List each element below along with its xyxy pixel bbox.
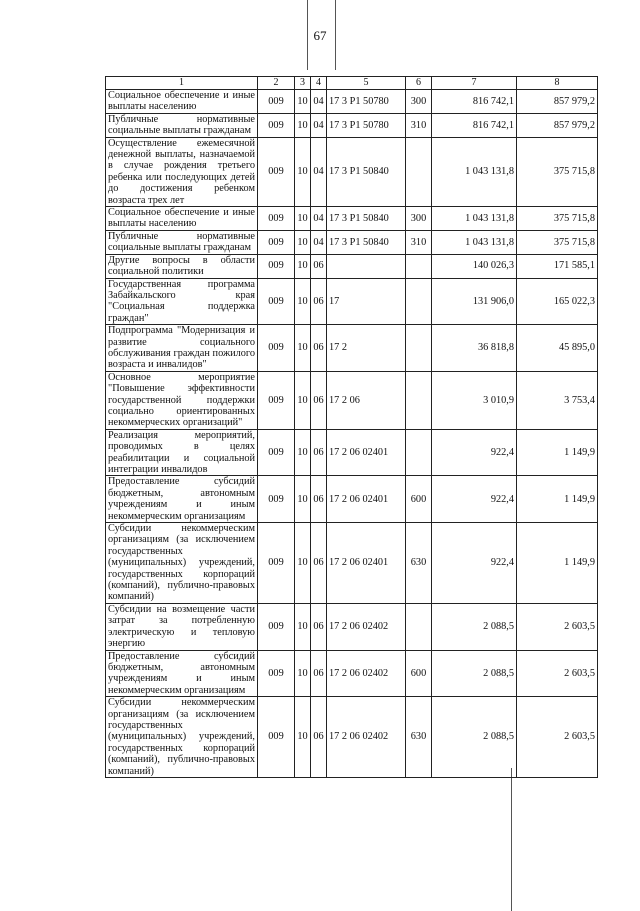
amount-cell: 1 043 131,8	[432, 137, 517, 206]
amount-cell: 36 818,8	[432, 325, 517, 372]
amount-cell: 171 585,1	[517, 254, 598, 278]
target-article-cell: 17 3 P1 50780	[327, 113, 406, 137]
subsection-cell: 06	[311, 697, 327, 778]
amount-cell: 1 043 131,8	[432, 230, 517, 254]
row-name-cell: Публичные нормативные социальные выплаты гражданам	[106, 113, 258, 137]
amount-cell: 45 895,0	[517, 325, 598, 372]
table-row	[106, 325, 598, 372]
row-name-cell: Социальное обеспечение и иные выплаты населению	[106, 207, 258, 231]
subsection-cell: 06	[311, 254, 327, 278]
target-article-cell: 17 2 06 02402	[327, 650, 406, 697]
section-cell: 10	[295, 476, 311, 523]
target-article-cell: 17 2 06 02401	[327, 429, 406, 476]
section-cell: 10	[295, 603, 311, 650]
expense-type-cell: 300	[406, 207, 432, 231]
expense-type-cell	[406, 325, 432, 372]
subsection-cell: 06	[311, 429, 327, 476]
amount-cell: 2 088,5	[432, 603, 517, 650]
subsection-cell: 04	[311, 137, 327, 206]
row-name-cell: Другие вопросы в области социальной политики	[106, 254, 258, 278]
code-cell: 009	[258, 137, 295, 206]
amount-cell: 375 715,8	[517, 230, 598, 254]
amount-cell: 2 603,5	[517, 603, 598, 650]
code-cell: 009	[258, 697, 295, 778]
code-cell: 009	[258, 603, 295, 650]
amount-cell: 922,4	[432, 523, 517, 604]
expense-type-cell	[406, 254, 432, 278]
table-row	[106, 523, 598, 604]
table-row	[106, 137, 598, 206]
expense-type-cell: 300	[406, 90, 432, 114]
amount-cell: 816 742,1	[432, 90, 517, 114]
amount-cell: 2 603,5	[517, 650, 598, 697]
code-cell: 009	[258, 113, 295, 137]
section-cell: 10	[295, 137, 311, 206]
table-row	[106, 207, 598, 231]
section-cell: 10	[295, 254, 311, 278]
header-cell: 4	[311, 77, 327, 90]
code-cell: 009	[258, 476, 295, 523]
budget-table	[105, 76, 598, 778]
table-header-row	[106, 77, 598, 90]
expense-type-cell: 630	[406, 523, 432, 604]
section-cell: 10	[295, 230, 311, 254]
subsection-cell: 04	[311, 207, 327, 231]
target-article-cell: 17 3 P1 50840	[327, 137, 406, 206]
code-cell: 009	[258, 230, 295, 254]
code-cell: 009	[258, 207, 295, 231]
scan-line	[511, 768, 512, 911]
target-article-cell: 17 2 06 02402	[327, 697, 406, 778]
header-cell: 7	[432, 77, 517, 90]
amount-cell: 3 753,4	[517, 371, 598, 429]
amount-cell: 1 149,9	[517, 523, 598, 604]
amount-cell: 2 088,5	[432, 697, 517, 778]
row-name-cell: Подпрограмма "Модернизация и развитие социального обслуживания граждан пожилого возраста и инвалидов"	[106, 325, 258, 372]
expense-type-cell: 600	[406, 650, 432, 697]
row-name-cell: Социальное обеспечение и иные выплаты населению	[106, 90, 258, 114]
header-cell: 2	[258, 77, 295, 90]
code-cell: 009	[258, 523, 295, 604]
subsection-cell: 06	[311, 371, 327, 429]
section-cell: 10	[295, 429, 311, 476]
subsection-cell: 04	[311, 230, 327, 254]
page-number: 67	[313, 28, 327, 43]
amount-cell: 131 906,0	[432, 278, 517, 325]
amount-cell: 165 022,3	[517, 278, 598, 325]
section-cell: 10	[295, 371, 311, 429]
code-cell: 009	[258, 278, 295, 325]
expense-type-cell	[406, 603, 432, 650]
expense-type-cell	[406, 278, 432, 325]
code-cell: 009	[258, 429, 295, 476]
table-row	[106, 429, 598, 476]
expense-type-cell	[406, 371, 432, 429]
amount-cell: 1 043 131,8	[432, 207, 517, 231]
amount-cell: 375 715,8	[517, 207, 598, 231]
section-cell: 10	[295, 278, 311, 325]
expense-type-cell: 630	[406, 697, 432, 778]
expense-type-cell: 600	[406, 476, 432, 523]
amount-cell: 922,4	[432, 476, 517, 523]
expense-type-cell	[406, 429, 432, 476]
amount-cell: 140 026,3	[432, 254, 517, 278]
target-article-cell: 17 2	[327, 325, 406, 372]
target-article-cell: 17 2 06 02401	[327, 523, 406, 604]
subsection-cell: 04	[311, 113, 327, 137]
target-article-cell: 17 3 P1 50780	[327, 90, 406, 114]
expense-type-cell: 310	[406, 230, 432, 254]
row-name-cell: Предоставление субсидий бюджетным, автономным учреждениям и иным некоммерческим организациям	[106, 476, 258, 523]
subsection-cell: 06	[311, 603, 327, 650]
expense-type-cell: 310	[406, 113, 432, 137]
target-article-cell: 17 2 06	[327, 371, 406, 429]
amount-cell: 922,4	[432, 429, 517, 476]
section-cell: 10	[295, 697, 311, 778]
amount-cell: 857 979,2	[517, 90, 598, 114]
subsection-cell: 06	[311, 650, 327, 697]
section-cell: 10	[295, 113, 311, 137]
code-cell: 009	[258, 371, 295, 429]
amount-cell: 1 149,9	[517, 429, 598, 476]
subsection-cell: 06	[311, 278, 327, 325]
section-cell: 10	[295, 90, 311, 114]
header-cell: 3	[295, 77, 311, 90]
amount-cell: 816 742,1	[432, 113, 517, 137]
header-cell: 5	[327, 77, 406, 90]
target-article-cell: 17 2 06 02402	[327, 603, 406, 650]
table-row	[106, 476, 598, 523]
table-body	[106, 90, 598, 778]
subsection-cell: 04	[311, 90, 327, 114]
code-cell: 009	[258, 325, 295, 372]
target-article-cell: 17 3 P1 50840	[327, 207, 406, 231]
code-cell: 009	[258, 650, 295, 697]
scan-line	[335, 0, 336, 70]
header-cell: 6	[406, 77, 432, 90]
target-article-cell: 17 2 06 02401	[327, 476, 406, 523]
header-cell: 8	[517, 77, 598, 90]
table-row	[106, 278, 598, 325]
code-cell: 009	[258, 90, 295, 114]
subsection-cell: 06	[311, 325, 327, 372]
row-name-cell: Субсидии некоммерческим организациям (за исключением государственных (муниципальных) учреждений, государственных корпораций (компаний), публично-правовых компаний)	[106, 697, 258, 778]
row-name-cell: Осуществление ежемесячной денежной выплаты, назначаемой в случае рождения третьего ребенка или последующих детей до достижения ребенком возраста трех лет	[106, 137, 258, 206]
row-name-cell: Государственная программа Забайкальского края "Социальная поддержка граждан"	[106, 278, 258, 325]
amount-cell: 1 149,9	[517, 476, 598, 523]
table-row	[106, 697, 598, 778]
code-cell: 009	[258, 254, 295, 278]
table-row	[106, 254, 598, 278]
row-name-cell: Субсидии на возмещение части затрат за потребленную электрическую и тепловую энергию	[106, 603, 258, 650]
row-name-cell: Реализация мероприятий, проводимых в целях реабилитации и социальной интеграции инвалидов	[106, 429, 258, 476]
scan-line	[307, 0, 308, 70]
amount-cell: 3 010,9	[432, 371, 517, 429]
section-cell: 10	[295, 523, 311, 604]
target-article-cell	[327, 254, 406, 278]
section-cell: 10	[295, 207, 311, 231]
row-name-cell: Предоставление субсидий бюджетным, автономным учреждениям и иным некоммерческим организациям	[106, 650, 258, 697]
section-cell: 10	[295, 650, 311, 697]
subsection-cell: 06	[311, 476, 327, 523]
amount-cell: 2 088,5	[432, 650, 517, 697]
table-row	[106, 113, 598, 137]
target-article-cell: 17 3 P1 50840	[327, 230, 406, 254]
row-name-cell: Основное мероприятие "Повышение эффективности государственной поддержки социально ориентированных некоммерческих организаций"	[106, 371, 258, 429]
table-row	[106, 230, 598, 254]
row-name-cell: Публичные нормативные социальные выплаты гражданам	[106, 230, 258, 254]
target-article-cell: 17	[327, 278, 406, 325]
subsection-cell: 06	[311, 523, 327, 604]
table-row	[106, 371, 598, 429]
amount-cell: 857 979,2	[517, 113, 598, 137]
header-cell: 1	[106, 77, 258, 90]
section-cell: 10	[295, 325, 311, 372]
table-row	[106, 603, 598, 650]
amount-cell: 2 603,5	[517, 697, 598, 778]
row-name-cell: Субсидии некоммерческим организациям (за исключением государственных (муниципальных) учреждений, государственных корпораций (компаний), публично-правовых компаний)	[106, 523, 258, 604]
amount-cell: 375 715,8	[517, 137, 598, 206]
expense-type-cell	[406, 137, 432, 206]
table-row	[106, 650, 598, 697]
table-row	[106, 90, 598, 114]
